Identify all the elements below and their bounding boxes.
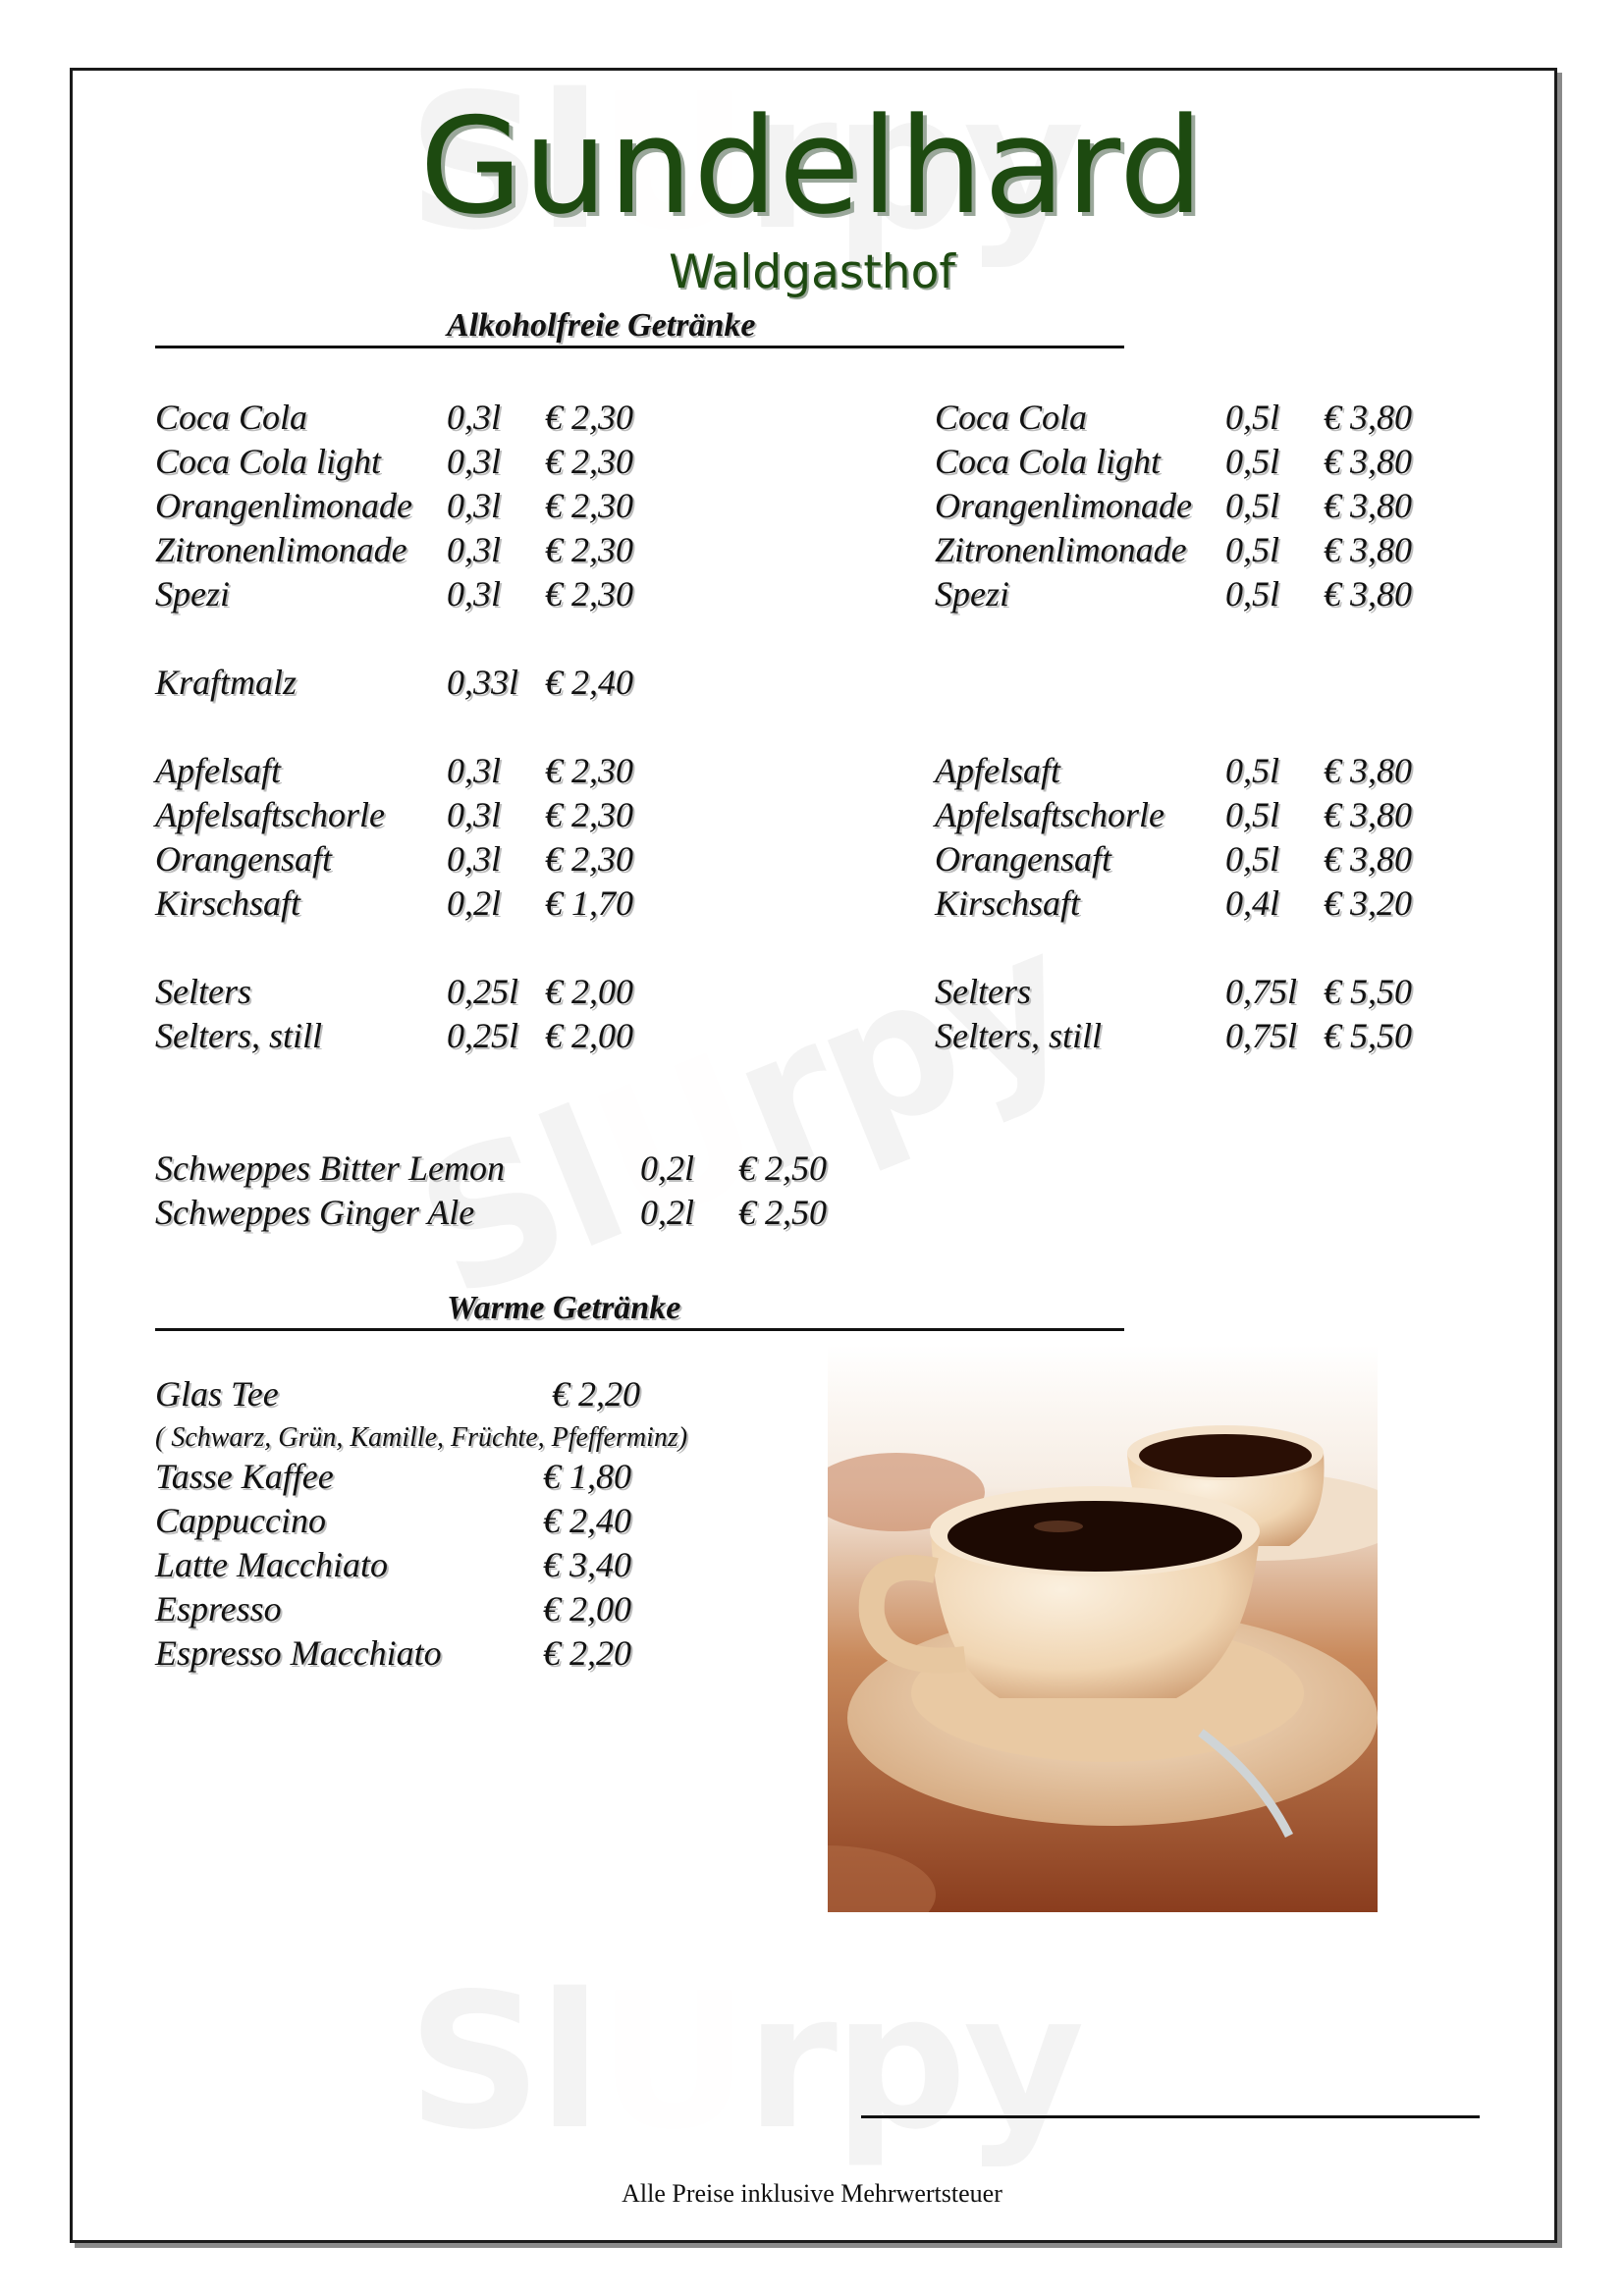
menu-item-price: € 2,30: [545, 751, 633, 790]
menu-item-price: € 3,80: [1324, 795, 1412, 834]
menu-item-price: € 3,80: [1324, 574, 1412, 614]
menu-item-name: Coca Cola: [935, 398, 1088, 437]
menu-item-name: Espresso Macchiato: [155, 1633, 442, 1673]
signature-line: [861, 2115, 1480, 2118]
menu-item-name: Apfelsaft: [935, 751, 1060, 790]
menu-item-size: 0,3l: [447, 442, 502, 481]
menu-item-name: Coca Cola: [155, 398, 308, 437]
menu-item-size: 0,25l: [447, 972, 519, 1011]
footer-note: Alle Preise inklusive Mehrwertsteuer: [622, 2179, 1002, 2208]
menu-item-price: € 2,30: [545, 398, 633, 437]
menu-item-price: € 2,30: [545, 795, 633, 834]
section-heading-label: Alkoholfreie Getränke: [447, 307, 756, 344]
menu-item-size: 0,2l: [447, 883, 502, 923]
menu-item-name: Selters, still: [155, 1016, 322, 1055]
menu-item-size: 0,2l: [640, 1193, 695, 1232]
menu-item-price: € 3,20: [1324, 883, 1412, 923]
menu-item-size: 0,5l: [1225, 530, 1280, 569]
menu-item-price: € 3,80: [1324, 839, 1412, 879]
menu-item-price: € 3,80: [1324, 486, 1412, 525]
menu-item-size: 0,25l: [447, 1016, 519, 1055]
menu-item-price: € 3,80: [1324, 398, 1412, 437]
menu-item-name: Orangenlimonade: [155, 486, 412, 525]
menu-item-size: 0,3l: [447, 486, 502, 525]
menu-item-price: € 2,30: [545, 486, 633, 525]
menu-item-name: Glas Tee: [155, 1374, 279, 1414]
menu-item-size: 0,5l: [1225, 574, 1280, 614]
menu-item-size: 0,5l: [1225, 398, 1280, 437]
menu-item-name: Zitronenlimonade: [155, 530, 407, 569]
menu-item-size: 0,5l: [1225, 751, 1280, 790]
menu-item-name: Apfelsaftschorle: [155, 795, 385, 834]
menu-item-name: Apfelsaftschorle: [935, 795, 1164, 834]
coffee-cup-photo: [828, 1345, 1378, 1912]
menu-item-size: 0,3l: [447, 530, 502, 569]
menu-item-size: 0,2l: [640, 1148, 695, 1188]
menu-item-price: € 3,80: [1324, 530, 1412, 569]
menu-item-size: 0,5l: [1225, 486, 1280, 525]
menu-item-price: € 3,40: [543, 1545, 631, 1584]
menu-item-price: € 2,50: [738, 1148, 827, 1188]
menu-item-size: 0,3l: [447, 398, 502, 437]
menu-item-size: 0,33l: [447, 663, 519, 702]
menu-item-name: Cappuccino: [155, 1501, 326, 1540]
menu-item-price: € 2,30: [545, 530, 633, 569]
section-heading-cold: [155, 307, 1124, 348]
menu-item-name: Latte Macchiato: [155, 1545, 388, 1584]
menu-item-price: € 2,00: [543, 1589, 631, 1629]
menu-item-name: Kirschsaft: [935, 883, 1081, 923]
menu-item-size: 0,5l: [1225, 839, 1280, 879]
menu-item-size: 0,3l: [447, 574, 502, 614]
menu-item-size: 0,4l: [1225, 883, 1280, 923]
menu-item-size: 0,3l: [447, 795, 502, 834]
menu-item-name: Tasse Kaffee: [155, 1457, 334, 1496]
menu-item-size: 0,5l: [1225, 795, 1280, 834]
restaurant-subtitle: Waldgasthof: [669, 245, 955, 299]
menu-item-size: 0,3l: [447, 751, 502, 790]
section-heading-label: Warme Getränke: [447, 1290, 681, 1326]
menu-item-price: € 1,80: [543, 1457, 631, 1496]
menu-item-name: Espresso: [155, 1589, 282, 1629]
menu-item-name: Orangenlimonade: [935, 486, 1192, 525]
menu-item-price: € 2,30: [545, 574, 633, 614]
menu-item-name: Orangensaft: [935, 839, 1111, 879]
menu-item-name: Selters: [155, 972, 251, 1011]
menu-item-name: Kraftmalz: [155, 663, 298, 702]
menu-item-name: Coca Cola light: [935, 442, 1162, 481]
menu-item-size: 0,75l: [1225, 972, 1298, 1011]
menu-item-price: € 1,70: [545, 883, 633, 923]
menu-item-price: € 2,20: [552, 1374, 640, 1414]
menu-item-name: Zitronenlimonade: [935, 530, 1187, 569]
menu-item-price: € 2,00: [545, 972, 633, 1011]
menu-item-price: € 3,80: [1324, 442, 1412, 481]
menu-item-name: Selters: [935, 972, 1031, 1011]
menu-item-price: € 2,40: [543, 1501, 631, 1540]
menu-item-price: € 2,30: [545, 839, 633, 879]
menu-item-price: € 2,00: [545, 1016, 633, 1055]
menu-item-name: Selters, still: [935, 1016, 1102, 1055]
tea-varieties-note: ( Schwarz, Grün, Kamille, Früchte, Pfefferminz): [155, 1422, 688, 1453]
menu-item-name: Schweppes Ginger Ale: [155, 1193, 475, 1232]
menu-item-name: Spezi: [155, 574, 230, 614]
menu-item-name: Spezi: [935, 574, 1009, 614]
menu-item-name: Orangensaft: [155, 839, 332, 879]
menu-item-name: Kirschsaft: [155, 883, 301, 923]
menu-item-price: € 3,80: [1324, 751, 1412, 790]
menu-item-price: € 5,50: [1324, 972, 1412, 1011]
menu-item-size: 0,75l: [1225, 1016, 1298, 1055]
menu-item-name: Coca Cola light: [155, 442, 382, 481]
menu-item-price: € 2,50: [738, 1193, 827, 1232]
menu-item-size: 0,5l: [1225, 442, 1280, 481]
menu-item-name: Apfelsaft: [155, 751, 281, 790]
section-heading-warm: [155, 1290, 1124, 1331]
menu-item-price: € 2,20: [543, 1633, 631, 1673]
menu-item-name: Schweppes Bitter Lemon: [155, 1148, 505, 1188]
menu-item-price: € 2,40: [545, 663, 633, 702]
menu-item-size: 0,3l: [447, 839, 502, 879]
restaurant-title: Gundelhard: [419, 89, 1205, 243]
menu-item-price: € 2,30: [545, 442, 633, 481]
menu-item-price: € 5,50: [1324, 1016, 1412, 1055]
